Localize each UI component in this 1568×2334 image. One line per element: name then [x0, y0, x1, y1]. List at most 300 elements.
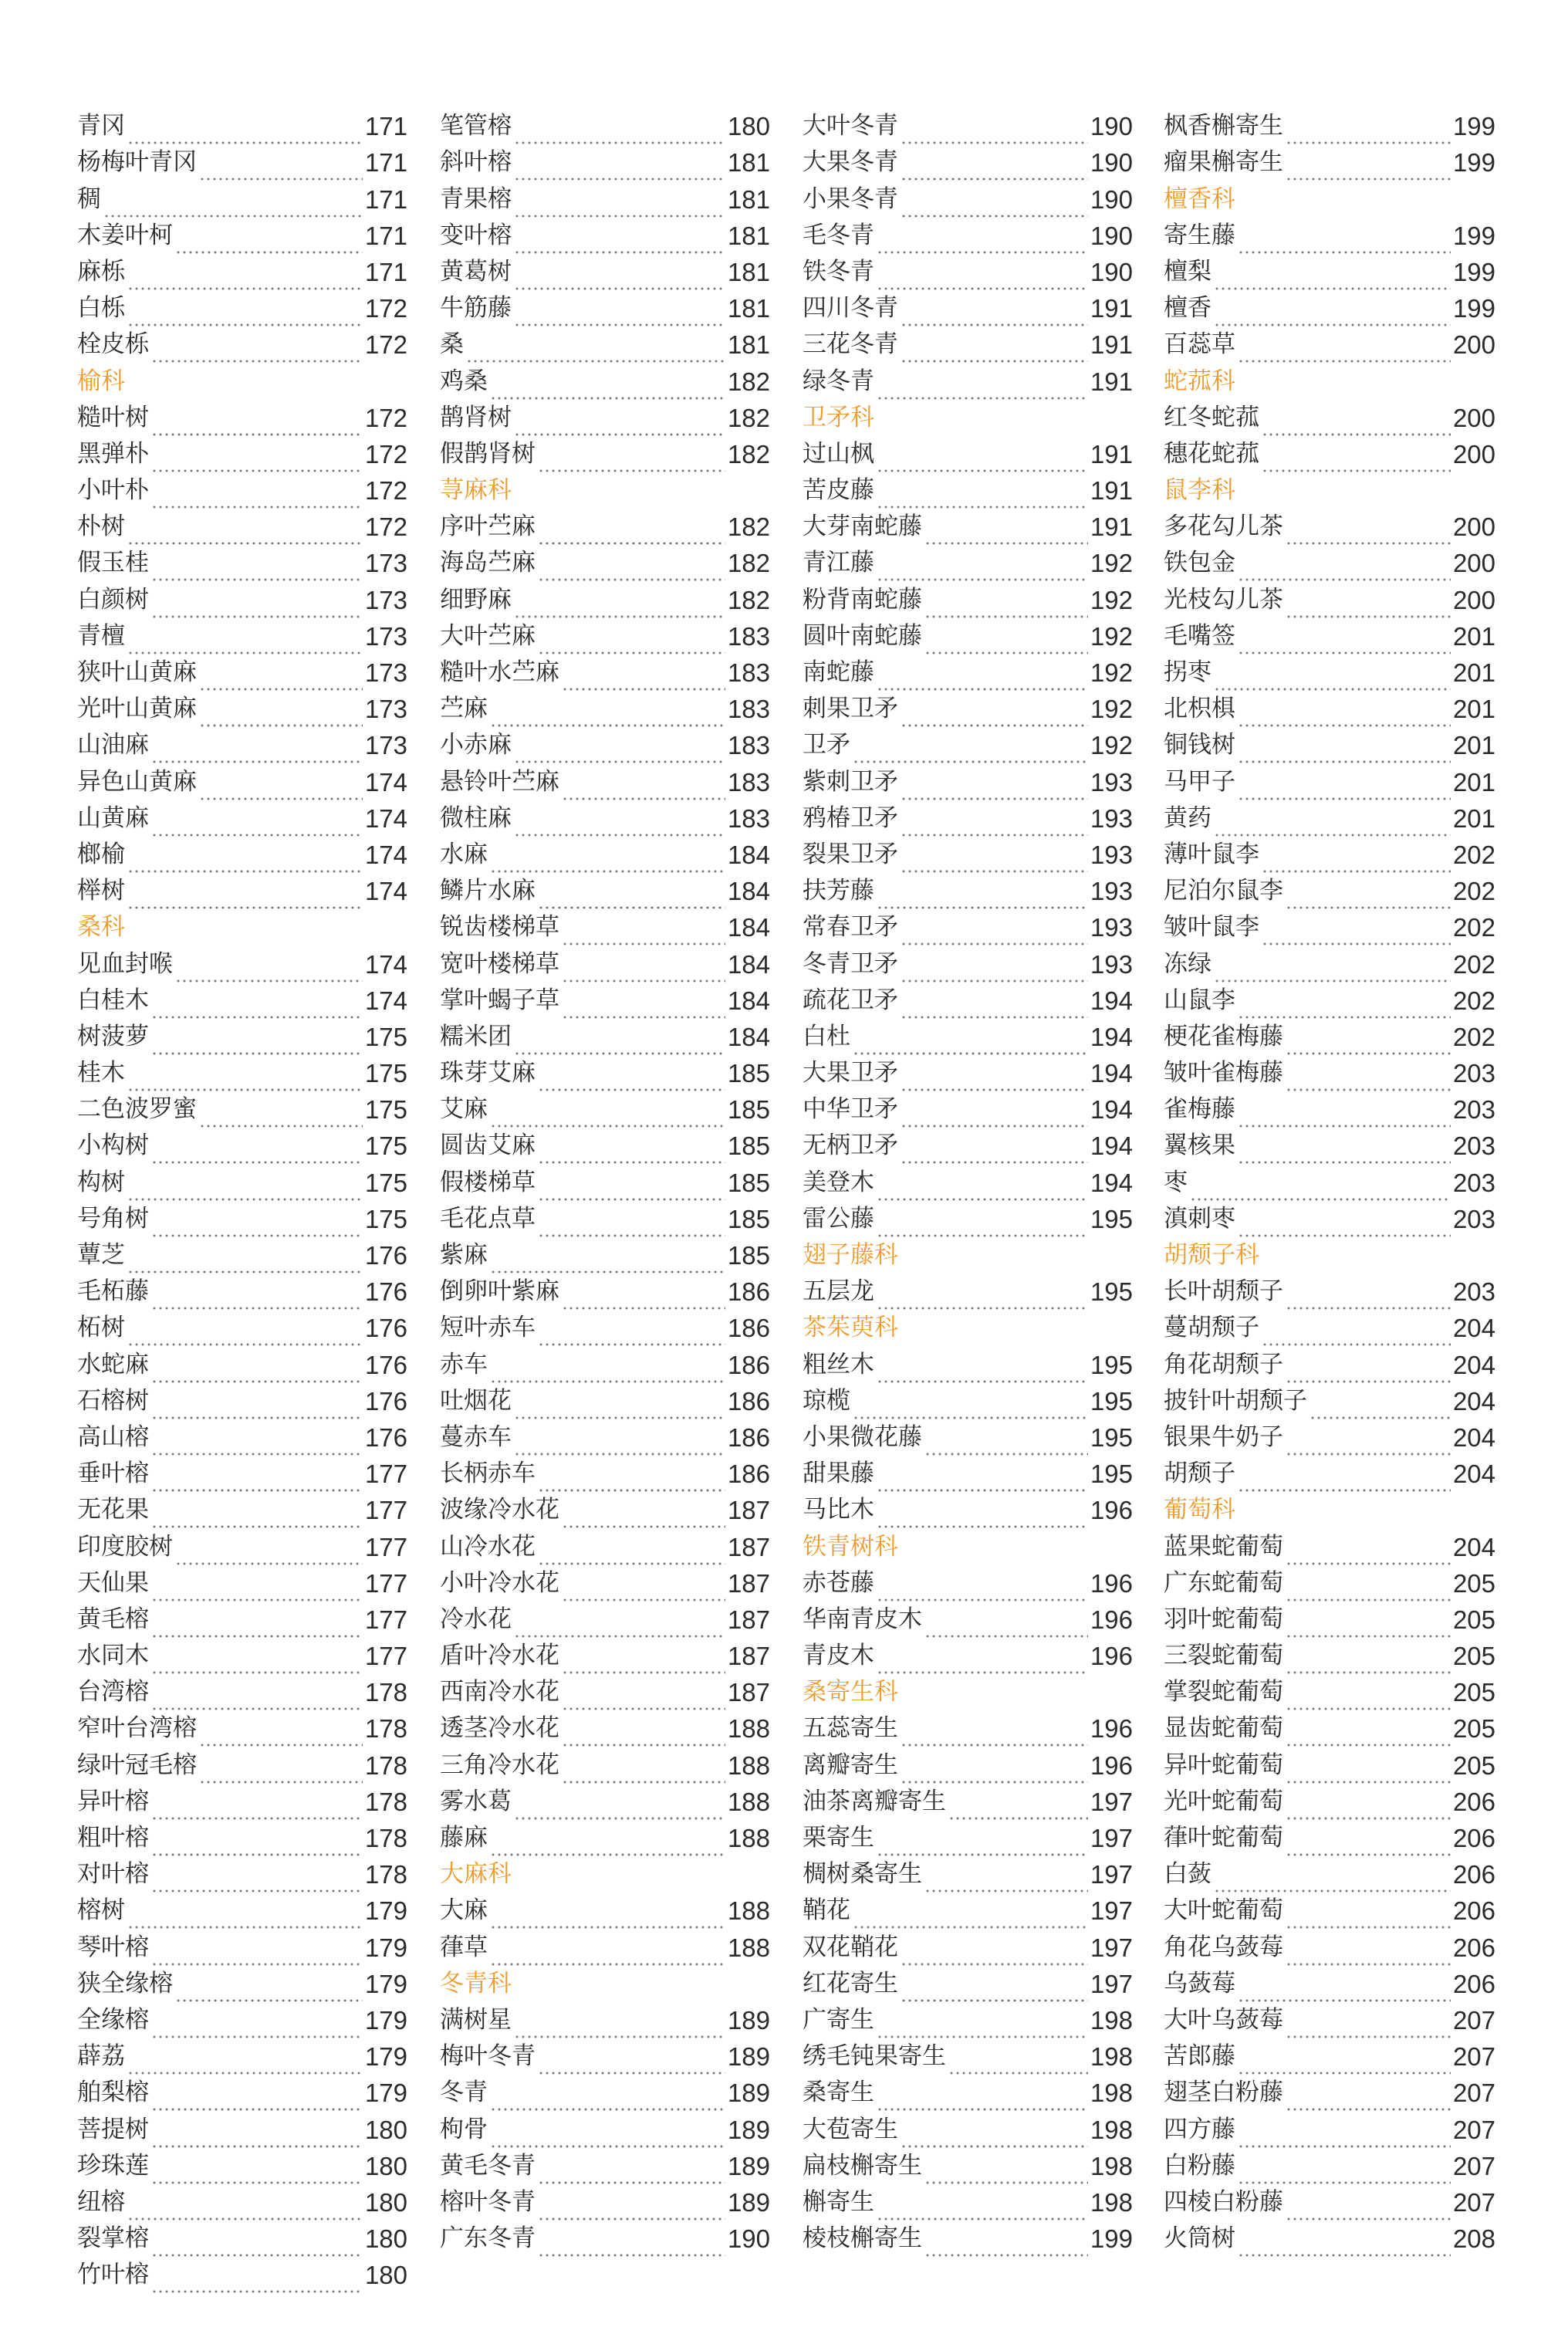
entry-page-number: 173 — [364, 549, 407, 578]
entry-name: 薜荔 — [77, 2042, 125, 2071]
index-entry — [1164, 727, 1495, 763]
entry-page-number: 190 — [1090, 184, 1133, 214]
index-entry — [77, 1492, 407, 1528]
index-entry — [803, 1346, 1133, 1382]
index-entry — [440, 1602, 770, 1638]
index-entry — [1164, 1310, 1495, 1346]
index-entry — [77, 436, 407, 472]
dot-leader — [151, 1289, 363, 1310]
dot-leader — [151, 1507, 363, 1528]
entry-name: 紫刺卫矛 — [803, 767, 898, 796]
entry-name: 皱叶雀梅藤 — [1164, 1059, 1283, 1088]
entry-name: 假鹊肾树 — [440, 439, 536, 468]
entry-name: 滇刺枣 — [1164, 1204, 1235, 1233]
entry-name: 无柄卫矛 — [803, 1131, 898, 1160]
dot-leader — [1262, 1325, 1451, 1346]
entry-page-number: 190 — [1090, 221, 1133, 250]
entry-page-number: 193 — [1090, 913, 1133, 942]
entry-page-number: 187 — [727, 1496, 770, 1525]
family-name: 翅子藤科 — [803, 1241, 898, 1269]
index-entry — [803, 1492, 1133, 1528]
entry-name: 全缘榕 — [77, 2005, 149, 2034]
dot-leader — [1214, 962, 1451, 983]
dot-leader — [538, 888, 725, 909]
entry-page-number: 172 — [364, 512, 407, 542]
index-entry — [77, 1128, 407, 1164]
index-entry — [440, 909, 770, 945]
family-heading — [803, 1310, 1133, 1346]
entry-page-number: 190 — [1090, 112, 1133, 141]
index-entry — [77, 1164, 407, 1200]
entry-page-number: 193 — [1090, 767, 1133, 797]
entry-name: 冬青 — [440, 2079, 488, 2107]
index-entry — [440, 1674, 770, 1710]
dot-leader — [151, 998, 363, 1019]
dot-leader — [127, 1325, 363, 1346]
entry-page-number: 192 — [1090, 731, 1133, 760]
entry-page-number: 177 — [364, 1568, 407, 1598]
entry-name: 长柄赤车 — [440, 1460, 536, 1488]
index-entry — [77, 1929, 407, 1965]
entry-name: 悬铃叶苎麻 — [440, 767, 559, 796]
index-entry — [1164, 1856, 1495, 1893]
entry-name: 南蛇藤 — [803, 658, 874, 686]
entry-page-number: 189 — [727, 2187, 770, 2217]
dot-leader — [877, 2200, 1088, 2221]
dot-leader — [490, 1253, 725, 1274]
dot-leader — [1238, 233, 1451, 254]
entry-page-number: 171 — [364, 184, 407, 214]
entry-page-number: 182 — [727, 549, 770, 578]
family-heading — [803, 1237, 1133, 1274]
entry-name: 大麻 — [440, 1896, 488, 1925]
index-entry — [803, 218, 1133, 254]
entry-name: 赤车 — [440, 1350, 488, 1378]
dot-leader — [877, 233, 1088, 254]
index-entry — [440, 2002, 770, 2038]
entry-page-number: 201 — [1452, 803, 1495, 833]
entry-page-number: 173 — [364, 731, 407, 760]
index-entry — [803, 1164, 1133, 1200]
index-entry — [440, 655, 770, 691]
dot-leader — [127, 1180, 363, 1201]
dot-leader — [127, 123, 363, 144]
dot-leader — [877, 488, 1088, 509]
index-entry — [77, 800, 407, 837]
entry-page-number: 172 — [364, 476, 407, 506]
entry-name: 掌裂蛇葡萄 — [1164, 1678, 1283, 1707]
index-entry — [77, 144, 407, 181]
entry-name: 盾叶冷水花 — [440, 1642, 559, 1670]
entry-page-number: 184 — [727, 913, 770, 942]
dot-leader — [1286, 1653, 1451, 1674]
family-heading — [440, 1966, 770, 2002]
entry-page-number: 198 — [1090, 2042, 1133, 2072]
entry-name: 纽榕 — [77, 2187, 125, 2216]
index-entry — [440, 509, 770, 545]
entry-name: 榔榆 — [77, 840, 125, 868]
dot-leader — [127, 1253, 363, 1274]
dot-leader — [199, 160, 363, 181]
dot-leader — [1286, 1617, 1451, 1638]
family-name: 桑寄生科 — [803, 1678, 898, 1707]
index-entry — [440, 2148, 770, 2184]
dot-leader — [199, 1763, 363, 1784]
entry-name: 满树星 — [440, 2005, 512, 2034]
dot-leader — [1286, 888, 1451, 909]
entry-page-number: 185 — [727, 1059, 770, 1088]
entry-page-number: 192 — [1090, 549, 1133, 578]
entry-page-number: 177 — [364, 1532, 407, 1561]
index-entry — [440, 363, 770, 399]
dot-leader — [1286, 1726, 1451, 1747]
entry-page-number: 204 — [1452, 1532, 1495, 1561]
index-entry — [77, 181, 407, 217]
entry-name: 四棱白粉藤 — [1164, 2187, 1283, 2216]
entry-page-number: 173 — [364, 695, 407, 724]
entry-page-number: 195 — [1090, 1422, 1133, 1452]
entry-page-number: 189 — [727, 2005, 770, 2035]
entry-name: 假楼梯草 — [440, 1168, 536, 1196]
entry-page-number: 196 — [1090, 1750, 1133, 1780]
dot-leader — [490, 1908, 725, 1929]
entry-page-number: 188 — [727, 1714, 770, 1744]
dot-leader — [1286, 1690, 1451, 1710]
entry-name: 苦郎藤 — [1164, 2042, 1235, 2071]
dot-leader — [199, 1726, 363, 1747]
entry-page-number: 179 — [364, 1969, 407, 1998]
entry-page-number: 171 — [364, 148, 407, 178]
entry-page-number: 177 — [364, 1496, 407, 1525]
dot-leader — [490, 379, 725, 400]
entry-page-number: 205 — [1452, 1714, 1495, 1744]
entry-page-number: 186 — [727, 1386, 770, 1416]
index-entry — [1164, 1710, 1495, 1747]
index-entry — [77, 2038, 407, 2075]
index-entry — [77, 1237, 407, 1274]
dot-leader — [901, 780, 1088, 800]
entry-name: 檀梨 — [1164, 257, 1211, 286]
dot-leader — [562, 962, 725, 983]
entry-page-number: 188 — [727, 1787, 770, 1816]
entry-page-number: 207 — [1452, 2151, 1495, 2180]
entry-name: 山鼠李 — [1164, 986, 1235, 1014]
index-entry — [77, 873, 407, 909]
index-entry — [440, 1310, 770, 1346]
index-entry — [1164, 909, 1495, 945]
entry-name: 双花鞘花 — [803, 1933, 898, 1961]
index-entry — [1164, 763, 1495, 800]
entry-page-number: 179 — [364, 2079, 407, 2108]
entry-name: 白杜 — [803, 1022, 850, 1050]
entry-page-number: 198 — [1090, 2115, 1133, 2144]
index-entry — [440, 2221, 770, 2257]
entry-name: 黄毛冬青 — [440, 2151, 536, 2180]
dot-leader — [924, 524, 1088, 545]
entry-name: 广东冬青 — [440, 2224, 536, 2253]
index-entry — [77, 1528, 407, 1564]
dot-leader — [877, 2018, 1088, 2038]
index-entry — [803, 181, 1133, 217]
dot-leader — [514, 2018, 725, 2038]
entry-name: 小叶冷水花 — [440, 1568, 559, 1597]
index-entry — [1164, 945, 1495, 982]
entry-page-number: 176 — [364, 1314, 407, 1343]
entry-page-number: 189 — [727, 2042, 770, 2072]
family-heading — [440, 1856, 770, 1893]
index-entry — [1164, 1528, 1495, 1564]
entry-name: 小叶朴 — [77, 476, 149, 505]
entry-name: 吐烟花 — [440, 1386, 512, 1415]
entry-name: 北枳椇 — [1164, 695, 1235, 723]
entry-name: 大叶苎麻 — [440, 621, 536, 650]
entry-page-number: 173 — [364, 585, 407, 614]
dot-leader — [538, 2200, 725, 2221]
index-entry — [1164, 1164, 1495, 1200]
entry-page-number: 186 — [727, 1422, 770, 1452]
entry-name: 铜钱树 — [1164, 731, 1235, 759]
family-heading — [1164, 363, 1495, 399]
entry-page-number: 194 — [1090, 1131, 1133, 1161]
entry-page-number: 179 — [364, 1933, 407, 1962]
entry-page-number: 195 — [1090, 1204, 1133, 1233]
dot-leader — [1214, 269, 1451, 290]
entry-name: 水同木 — [77, 1642, 149, 1670]
dot-leader — [538, 2163, 725, 2184]
entry-page-number: 191 — [1090, 330, 1133, 360]
dot-leader — [127, 524, 363, 545]
index-entry — [77, 2111, 407, 2147]
entry-name: 四方藤 — [1164, 2115, 1235, 2143]
index-entry — [1164, 873, 1495, 909]
dot-leader — [538, 452, 725, 472]
entry-page-number: 183 — [727, 731, 770, 760]
index-entry — [803, 1383, 1133, 1419]
entry-page-number: 180 — [364, 2261, 407, 2290]
dot-leader — [175, 1544, 363, 1565]
entry-page-number: 204 — [1452, 1386, 1495, 1416]
entry-page-number: 197 — [1090, 1969, 1133, 1998]
index-entry — [77, 1674, 407, 1710]
family-name: 蛇菰科 — [1164, 367, 1235, 395]
entry-page-number: 206 — [1452, 1933, 1495, 1962]
index-entry — [77, 1091, 407, 1128]
index-entry — [440, 545, 770, 581]
index-entry — [803, 691, 1133, 727]
entry-page-number: 185 — [727, 1168, 770, 1197]
entry-name: 麻栎 — [77, 257, 125, 286]
index-entry — [440, 873, 770, 909]
dot-leader — [562, 670, 725, 691]
entry-page-number: 195 — [1090, 1277, 1133, 1307]
dot-leader — [1286, 1435, 1451, 1456]
dot-leader — [562, 1653, 725, 1674]
dot-leader — [901, 123, 1088, 144]
index-entry — [803, 873, 1133, 909]
dot-leader — [151, 1143, 363, 1164]
entry-name: 珍珠莲 — [77, 2151, 149, 2180]
dot-leader — [127, 306, 363, 326]
entry-name: 火筒树 — [1164, 2224, 1235, 2253]
entry-name: 大苞寄生 — [803, 2115, 898, 2143]
index-entry — [1164, 1638, 1495, 1674]
index-entry — [440, 436, 770, 472]
family-heading — [440, 472, 770, 509]
index-entry — [1164, 1128, 1495, 1164]
index-entry — [803, 290, 1133, 326]
entry-name: 裂掌榕 — [77, 2224, 149, 2253]
index-entry — [803, 254, 1133, 290]
index-entry — [803, 581, 1133, 617]
index-entry — [440, 1128, 770, 1164]
index-entry — [77, 1055, 407, 1091]
dot-leader — [199, 670, 363, 691]
entry-name: 桑寄生 — [803, 2079, 874, 2107]
entry-name: 拐枣 — [1164, 658, 1211, 686]
index-entry — [803, 945, 1133, 982]
entry-page-number: 207 — [1452, 2005, 1495, 2035]
entry-page-number: 199 — [1452, 148, 1495, 178]
dot-leader — [127, 1908, 363, 1929]
entry-page-number: 198 — [1090, 2187, 1133, 2217]
index-entry — [1164, 691, 1495, 727]
index-entry — [77, 655, 407, 691]
entry-page-number: 202 — [1452, 877, 1495, 906]
index-entry — [803, 2002, 1133, 2038]
index-entry — [77, 2148, 407, 2184]
entry-page-number: 205 — [1452, 1568, 1495, 1598]
dot-leader — [562, 1690, 725, 1710]
entry-name: 银果牛奶子 — [1164, 1422, 1283, 1451]
entry-page-number: 186 — [727, 1460, 770, 1489]
entry-page-number: 198 — [1090, 2005, 1133, 2035]
entry-name: 羽叶蛇葡萄 — [1164, 1605, 1283, 1633]
dot-leader — [877, 1289, 1088, 1310]
entry-name: 胡颓子 — [1164, 1460, 1235, 1488]
index-entry — [77, 1602, 407, 1638]
dot-leader — [514, 197, 725, 218]
dot-leader — [514, 233, 725, 254]
entry-page-number: 186 — [727, 1277, 770, 1307]
entry-page-number: 182 — [727, 403, 770, 432]
entry-page-number: 203 — [1452, 1131, 1495, 1161]
index-entry — [77, 1383, 407, 1419]
entry-name: 杨梅叶青冈 — [77, 148, 197, 177]
entry-page-number: 181 — [727, 294, 770, 323]
entry-name: 白栎 — [77, 294, 125, 323]
dot-leader — [1214, 816, 1451, 837]
entry-page-number: 175 — [364, 1095, 407, 1125]
index-entry — [1164, 1602, 1495, 1638]
dot-leader — [151, 1653, 363, 1674]
index-entry — [440, 763, 770, 800]
dot-leader — [490, 1835, 725, 1856]
index-entry — [1164, 2184, 1495, 2221]
entry-name: 波缘冷水花 — [440, 1496, 559, 1524]
entry-name: 雾水葛 — [440, 1787, 512, 1815]
dot-leader — [877, 560, 1088, 581]
entry-page-number: 204 — [1452, 1460, 1495, 1489]
entry-page-number: 178 — [364, 1678, 407, 1707]
dot-leader — [901, 1071, 1088, 1091]
dot-leader — [853, 1399, 1088, 1419]
entry-name: 瘤果槲寄生 — [1164, 148, 1283, 177]
entry-page-number: 201 — [1452, 621, 1495, 651]
entry-page-number: 175 — [364, 1131, 407, 1161]
index-entry — [440, 400, 770, 436]
entry-name: 马比木 — [803, 1496, 874, 1524]
entry-page-number: 206 — [1452, 1969, 1495, 1998]
entry-name: 笔管榕 — [440, 112, 512, 140]
index-entry — [440, 1419, 770, 1456]
dot-leader — [490, 2090, 725, 2111]
dot-leader — [127, 852, 363, 873]
dot-leader — [1262, 452, 1451, 472]
dot-leader — [538, 524, 725, 545]
entry-page-number: 187 — [727, 1532, 770, 1561]
index-entry — [803, 1747, 1133, 1783]
entry-page-number: 172 — [364, 330, 407, 360]
family-heading — [803, 1674, 1133, 1710]
entry-name: 苦皮藤 — [803, 476, 874, 505]
index-entry — [1164, 545, 1495, 581]
entry-name: 梅叶冬青 — [440, 2042, 536, 2071]
dot-leader — [1238, 1981, 1451, 2002]
entry-page-number: 197 — [1090, 1860, 1133, 1889]
entry-page-number: 193 — [1090, 803, 1133, 833]
entry-page-number: 202 — [1452, 949, 1495, 979]
index-entry — [1164, 1674, 1495, 1710]
dot-leader — [151, 1034, 363, 1055]
entry-name: 白颜树 — [77, 585, 149, 614]
index-entry — [1164, 144, 1495, 181]
entry-page-number: 202 — [1452, 840, 1495, 869]
dot-leader — [151, 1216, 363, 1237]
entry-page-number: 200 — [1452, 512, 1495, 542]
entry-page-number: 199 — [1090, 2224, 1133, 2254]
entry-page-number: 181 — [727, 330, 770, 360]
dot-leader — [877, 1835, 1088, 1856]
entry-name: 天仙果 — [77, 1568, 149, 1597]
entry-name: 美登木 — [803, 1168, 874, 1196]
entry-page-number: 181 — [727, 184, 770, 214]
entry-name: 白桂木 — [77, 986, 149, 1014]
entry-page-number: 185 — [727, 1131, 770, 1161]
entry-page-number: 191 — [1090, 512, 1133, 542]
entry-name: 五层龙 — [803, 1277, 874, 1306]
index-entry — [1164, 1747, 1495, 1783]
entry-name: 粗叶榕 — [77, 1824, 149, 1852]
entry-page-number: 205 — [1452, 1678, 1495, 1707]
entry-name: 蓝果蛇葡萄 — [1164, 1532, 1283, 1561]
dot-leader — [924, 2163, 1088, 2184]
dot-leader — [1262, 925, 1451, 945]
dot-leader — [199, 1107, 363, 1128]
index-entry — [803, 436, 1133, 472]
index-entry — [803, 655, 1133, 691]
entry-page-number: 191 — [1090, 294, 1133, 323]
entry-name: 三裂蛇葡萄 — [1164, 1642, 1283, 1670]
dot-leader — [151, 1399, 363, 1419]
entry-page-number: 182 — [727, 585, 770, 614]
entry-name: 透茎冷水花 — [440, 1714, 559, 1743]
index-entry — [440, 1565, 770, 1602]
entry-name: 光叶山黄麻 — [77, 695, 197, 723]
dot-leader — [538, 560, 725, 581]
entry-name: 圆齿艾麻 — [440, 1131, 536, 1160]
entry-page-number: 171 — [364, 112, 407, 141]
entry-name: 广东蛇葡萄 — [1164, 1568, 1283, 1597]
